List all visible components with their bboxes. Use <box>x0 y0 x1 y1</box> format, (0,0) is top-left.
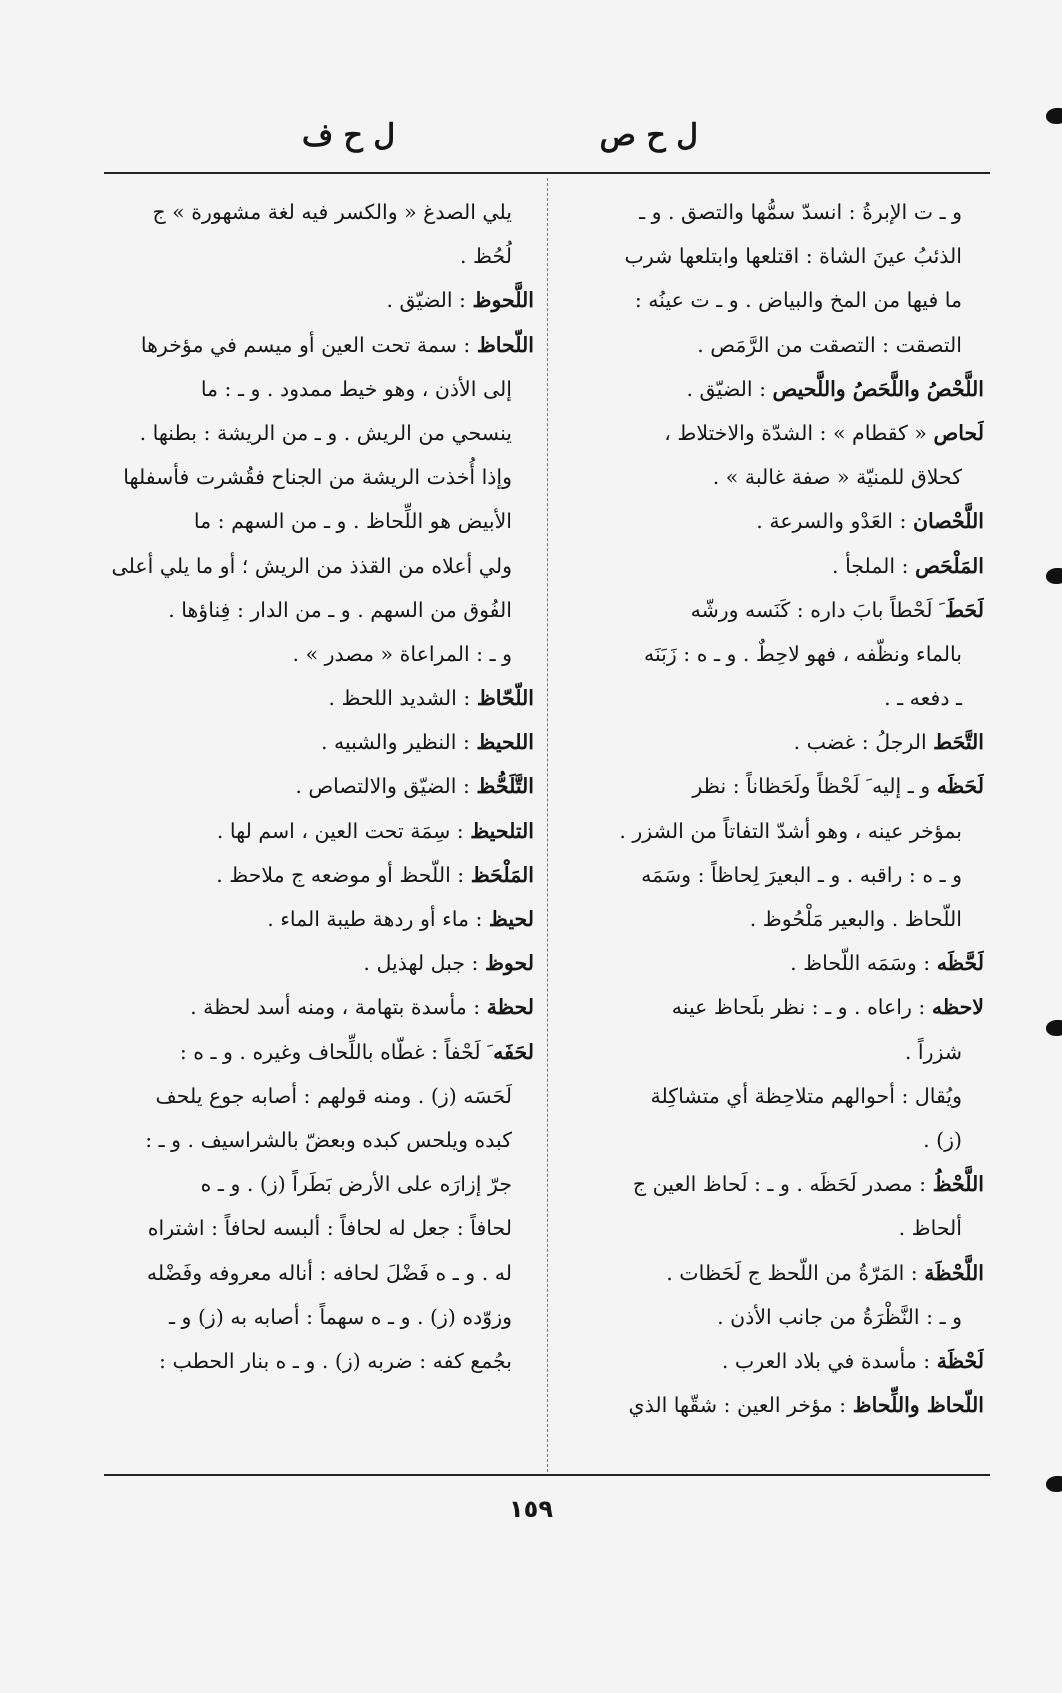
definition-text: ينسحي من الريش . و ـ من الريشة : بطنها . <box>139 420 512 445</box>
running-header <box>90 118 990 168</box>
definition-text: الفُوق من السهم . و ـ من الدار : فِناؤها . <box>168 597 512 622</box>
definition-text: َ لَحْفاً : غطّاه باللِّحاف وغيره . و ـ ه : <box>179 1039 494 1064</box>
entry-line <box>106 941 534 985</box>
definition-text: لُحُظ . <box>460 244 512 269</box>
entry-line <box>556 720 984 764</box>
entry-line <box>556 367 984 411</box>
entry-line <box>556 985 984 1029</box>
definition-text: الذئبُ عينَ الشاة : اقتلعها وابتلعها شرب <box>624 244 962 269</box>
definition-text: ألحاظ . <box>898 1216 962 1241</box>
entry-line <box>556 853 984 897</box>
entry-line <box>106 1339 534 1383</box>
entry-line <box>556 1118 984 1162</box>
scan-mark <box>1046 1020 1062 1036</box>
entry-line <box>106 1118 534 1162</box>
entry-line <box>106 190 534 234</box>
header-rule <box>104 172 990 174</box>
entry-line <box>106 632 534 676</box>
definition-text: : جبل لهذيل . <box>363 951 485 976</box>
entry-line <box>556 588 984 632</box>
definition-text: و ـ : المراعاة « مصدر » . <box>292 641 512 666</box>
definition-text: : ماء أو ردهة طيبة الماء . <box>267 907 489 931</box>
definition-text: بجُمع كفه : ضربه (ز) . و ـ ه بنار الحطب : <box>159 1348 512 1373</box>
definition-text: بالماء ونظّفه ، فهو لاحِطٌ . و ـ ه : زَبَنَه <box>643 641 962 666</box>
definition-text: اللّحاظ . والبعير مَلْحُوظ . <box>749 907 962 931</box>
headword: لحيظ <box>488 907 534 931</box>
entry-line <box>106 985 534 1029</box>
entry-line <box>556 323 984 367</box>
headword: لحظة <box>486 995 534 1020</box>
headword: اللَّحْصان <box>912 509 984 534</box>
definition-text: : مؤخر العين : شقّها الذي <box>628 1393 853 1418</box>
entry-line <box>556 897 984 941</box>
entry-line <box>556 1295 984 1339</box>
entry-line <box>556 1030 984 1074</box>
entry-line <box>556 455 984 499</box>
entry-line <box>106 588 534 632</box>
headword: لحَفَه <box>493 1039 534 1064</box>
definition-text: : الضيّق والالتصاص . <box>295 774 477 799</box>
headword: اللحيظ <box>476 730 534 755</box>
entry-line <box>106 1251 534 1295</box>
definition-text: لَحَسَه (ز) . ومنه قولهم : أصابه جوع يلحف <box>155 1083 512 1108</box>
definition-text: : مصدر لَحَظَه . و ـ : لَحاظ العين ج <box>632 1172 933 1197</box>
headword: التَّلَحُّظ <box>476 774 534 799</box>
definition-text: ويُقال : أحوالهم متلاحِظة أي متشاكِلة <box>650 1083 962 1108</box>
definition-text: : وسَمَه اللّحاظ . <box>790 951 937 976</box>
entry-line <box>106 455 534 499</box>
column-divider <box>547 178 548 1472</box>
definition-text: إلى الأذن ، وهو خيط ممدود . و ـ : ما <box>200 376 512 401</box>
headword: اللَّحْصُ واللَّحَصُ واللَّحيص <box>772 376 984 401</box>
entry-line <box>106 1206 534 1250</box>
definition-text: كحلاق للمنيّة « صفة غالبة » . <box>712 465 962 490</box>
entry-line <box>556 499 984 543</box>
entry-line <box>106 897 534 941</box>
entry-line <box>106 499 534 543</box>
definition-text: كبده ويلحس كبده وبعضّ بالشراسيف . و ـ : <box>145 1127 512 1152</box>
left-column <box>106 190 534 1470</box>
entry-line <box>556 764 984 808</box>
headword: اللَّحوظ <box>472 288 534 313</box>
entry-line <box>556 1383 984 1427</box>
right-column <box>556 190 984 1470</box>
definition-text: : النظير والشبيه . <box>320 730 477 755</box>
scan-mark <box>1046 568 1062 584</box>
definition-text: و ـ إليه َ لَحْظاً ولَحَظاناً : نظر <box>692 774 937 799</box>
definition-text: التصقت : التصقت من الرَّمَص . <box>697 332 962 357</box>
entry-line <box>106 367 534 411</box>
entry-line <box>556 632 984 676</box>
page-number: ١٥٩ <box>509 1495 553 1523</box>
entry-line <box>556 809 984 853</box>
definition-text: : سمة تحت العين أو ميسم في مؤخرها <box>140 332 477 357</box>
definition-text: الرجلُ : غضب . <box>793 730 934 755</box>
definition-text: و ـ ت الإبرةُ : انسدّ سمُّها والتصق . و ـ <box>639 200 962 224</box>
headword: لَحْظَة <box>936 1348 984 1373</box>
entry-line <box>556 1074 984 1118</box>
entry-line <box>556 1162 984 1206</box>
headword: المَلْحَظ <box>470 862 534 887</box>
definition-text: و ـ : النَّظْرَةُ من جانب الأذن . <box>717 1304 962 1329</box>
header-root-left: ل ح ف <box>302 118 396 153</box>
definition-text: : الضيّق . <box>686 376 773 401</box>
headword: اللَّحْظُ <box>932 1172 984 1197</box>
definition-text: : المَرّةُ من اللّحظ ج لَحَظات . <box>666 1260 925 1285</box>
definition-text: : الشديد اللحظ . <box>328 686 477 711</box>
entry-line <box>556 1251 984 1295</box>
headword: التلحيظ <box>470 818 534 843</box>
definition-text: ولي أعلاه من القذذ من الريش ؛ أو ما يلي أعلى <box>111 553 512 578</box>
definition-text: ـ دفعه ـ . <box>884 686 962 711</box>
definition-text: : اللّحظ أو موضعه ج ملاحظ . <box>216 862 471 887</box>
entry-line <box>556 1206 984 1250</box>
entry-line <box>106 323 534 367</box>
entry-line <box>556 278 984 322</box>
headword: لَحَطَ <box>945 597 984 622</box>
headword: لَحاص <box>933 420 984 445</box>
definition-text: وزوّده (ز) . و ـ ه سهماً : أصابه به (ز) و ـ <box>169 1304 512 1329</box>
definition-text: : راعاه . و ـ : نظر بلَحاظ عينه <box>671 995 932 1020</box>
headword: اللّحّاظ <box>476 686 534 711</box>
definition-text: الأبيض هو اللِّحاظ . و ـ من السهم : ما <box>193 509 512 534</box>
definition-text: وإذا أُخذت الريشة من الجناح فقُشرت فأسفلها <box>123 465 512 490</box>
headword: اللّحاظ واللِّحاظ <box>852 1393 984 1418</box>
definition-text: : مأسدة بتهامة ، ومنه أسد لحظة . <box>190 995 487 1020</box>
entry-line <box>556 941 984 985</box>
definition-text: « كقطام » : الشدّة والاختلاط ، <box>664 420 934 445</box>
headword: اللّحاظ <box>476 332 534 357</box>
definition-text: : سِمَة تحت العين ، اسم لها . <box>216 818 471 843</box>
entry-line <box>106 676 534 720</box>
definition-text: : الضيّق . <box>386 288 473 313</box>
entry-line <box>106 809 534 853</box>
definition-text: لحافاً : جعل له لحافاً : ألبسه لحافاً : اشتراه <box>147 1216 512 1241</box>
definition-text: له . و ـ ه فَضْلَ لحافه : أناله معروفه وفَضْله <box>146 1260 512 1285</box>
entry-line <box>106 1030 534 1074</box>
definition-text: و ـ ه : راقبه . و ـ البعيرَ لِحاظاً : وسَمَه <box>641 862 962 887</box>
definition-text: : مأسدة في بلاد العرب . <box>721 1348 937 1373</box>
definition-text: جرّ إزارَه على الأرض بَطَراً (ز) . و ـ ه <box>200 1172 512 1197</box>
footer-rule <box>104 1474 990 1476</box>
definition-text: (ز) . <box>923 1127 962 1152</box>
definition-text: بمؤخر عينه ، وهو أشدّ التفاتاً من الشزر . <box>619 818 962 843</box>
entry-line <box>106 411 534 455</box>
scan-mark <box>1046 108 1062 124</box>
entry-line <box>106 720 534 764</box>
entry-line <box>556 190 984 234</box>
headword: لحوظ <box>484 951 534 976</box>
entry-line <box>556 1339 984 1383</box>
entry-line <box>106 1162 534 1206</box>
entry-line <box>556 676 984 720</box>
entry-line <box>106 544 534 588</box>
entry-line <box>106 278 534 322</box>
entry-line <box>106 1074 534 1118</box>
entry-line <box>106 1295 534 1339</box>
headword: لاحظه <box>931 995 984 1020</box>
headword: المَلْحَص <box>915 553 984 578</box>
headword: اللَّحْظَة <box>924 1260 984 1285</box>
header-root-right: ل ح ص <box>599 118 698 153</box>
entry-line <box>556 234 984 278</box>
headword: التَّحَط <box>933 730 984 755</box>
headword: لَحَظَه <box>936 774 984 799</box>
definition-text: ما فيها من المخ والبياض . و ـ ت عينُه : <box>634 288 962 313</box>
entry-line <box>106 234 534 278</box>
definition-text: يلي الصدغ « والكسر فيه لغة مشهورة » ج <box>152 200 512 224</box>
headword: لَحَّظَه <box>936 951 984 976</box>
definition-text: : الملجأ . <box>832 553 916 578</box>
entry-line <box>106 853 534 897</box>
entry-line <box>556 544 984 588</box>
definition-text: شزراً . <box>904 1039 962 1064</box>
definition-text: : العَدْو والسرعة . <box>756 509 913 534</box>
definition-text: َ لَحْطاً بابَ داره : كَنَسه ورشّه <box>690 597 946 622</box>
entry-line <box>106 764 534 808</box>
scan-mark <box>1046 1476 1062 1492</box>
entry-line <box>556 411 984 455</box>
